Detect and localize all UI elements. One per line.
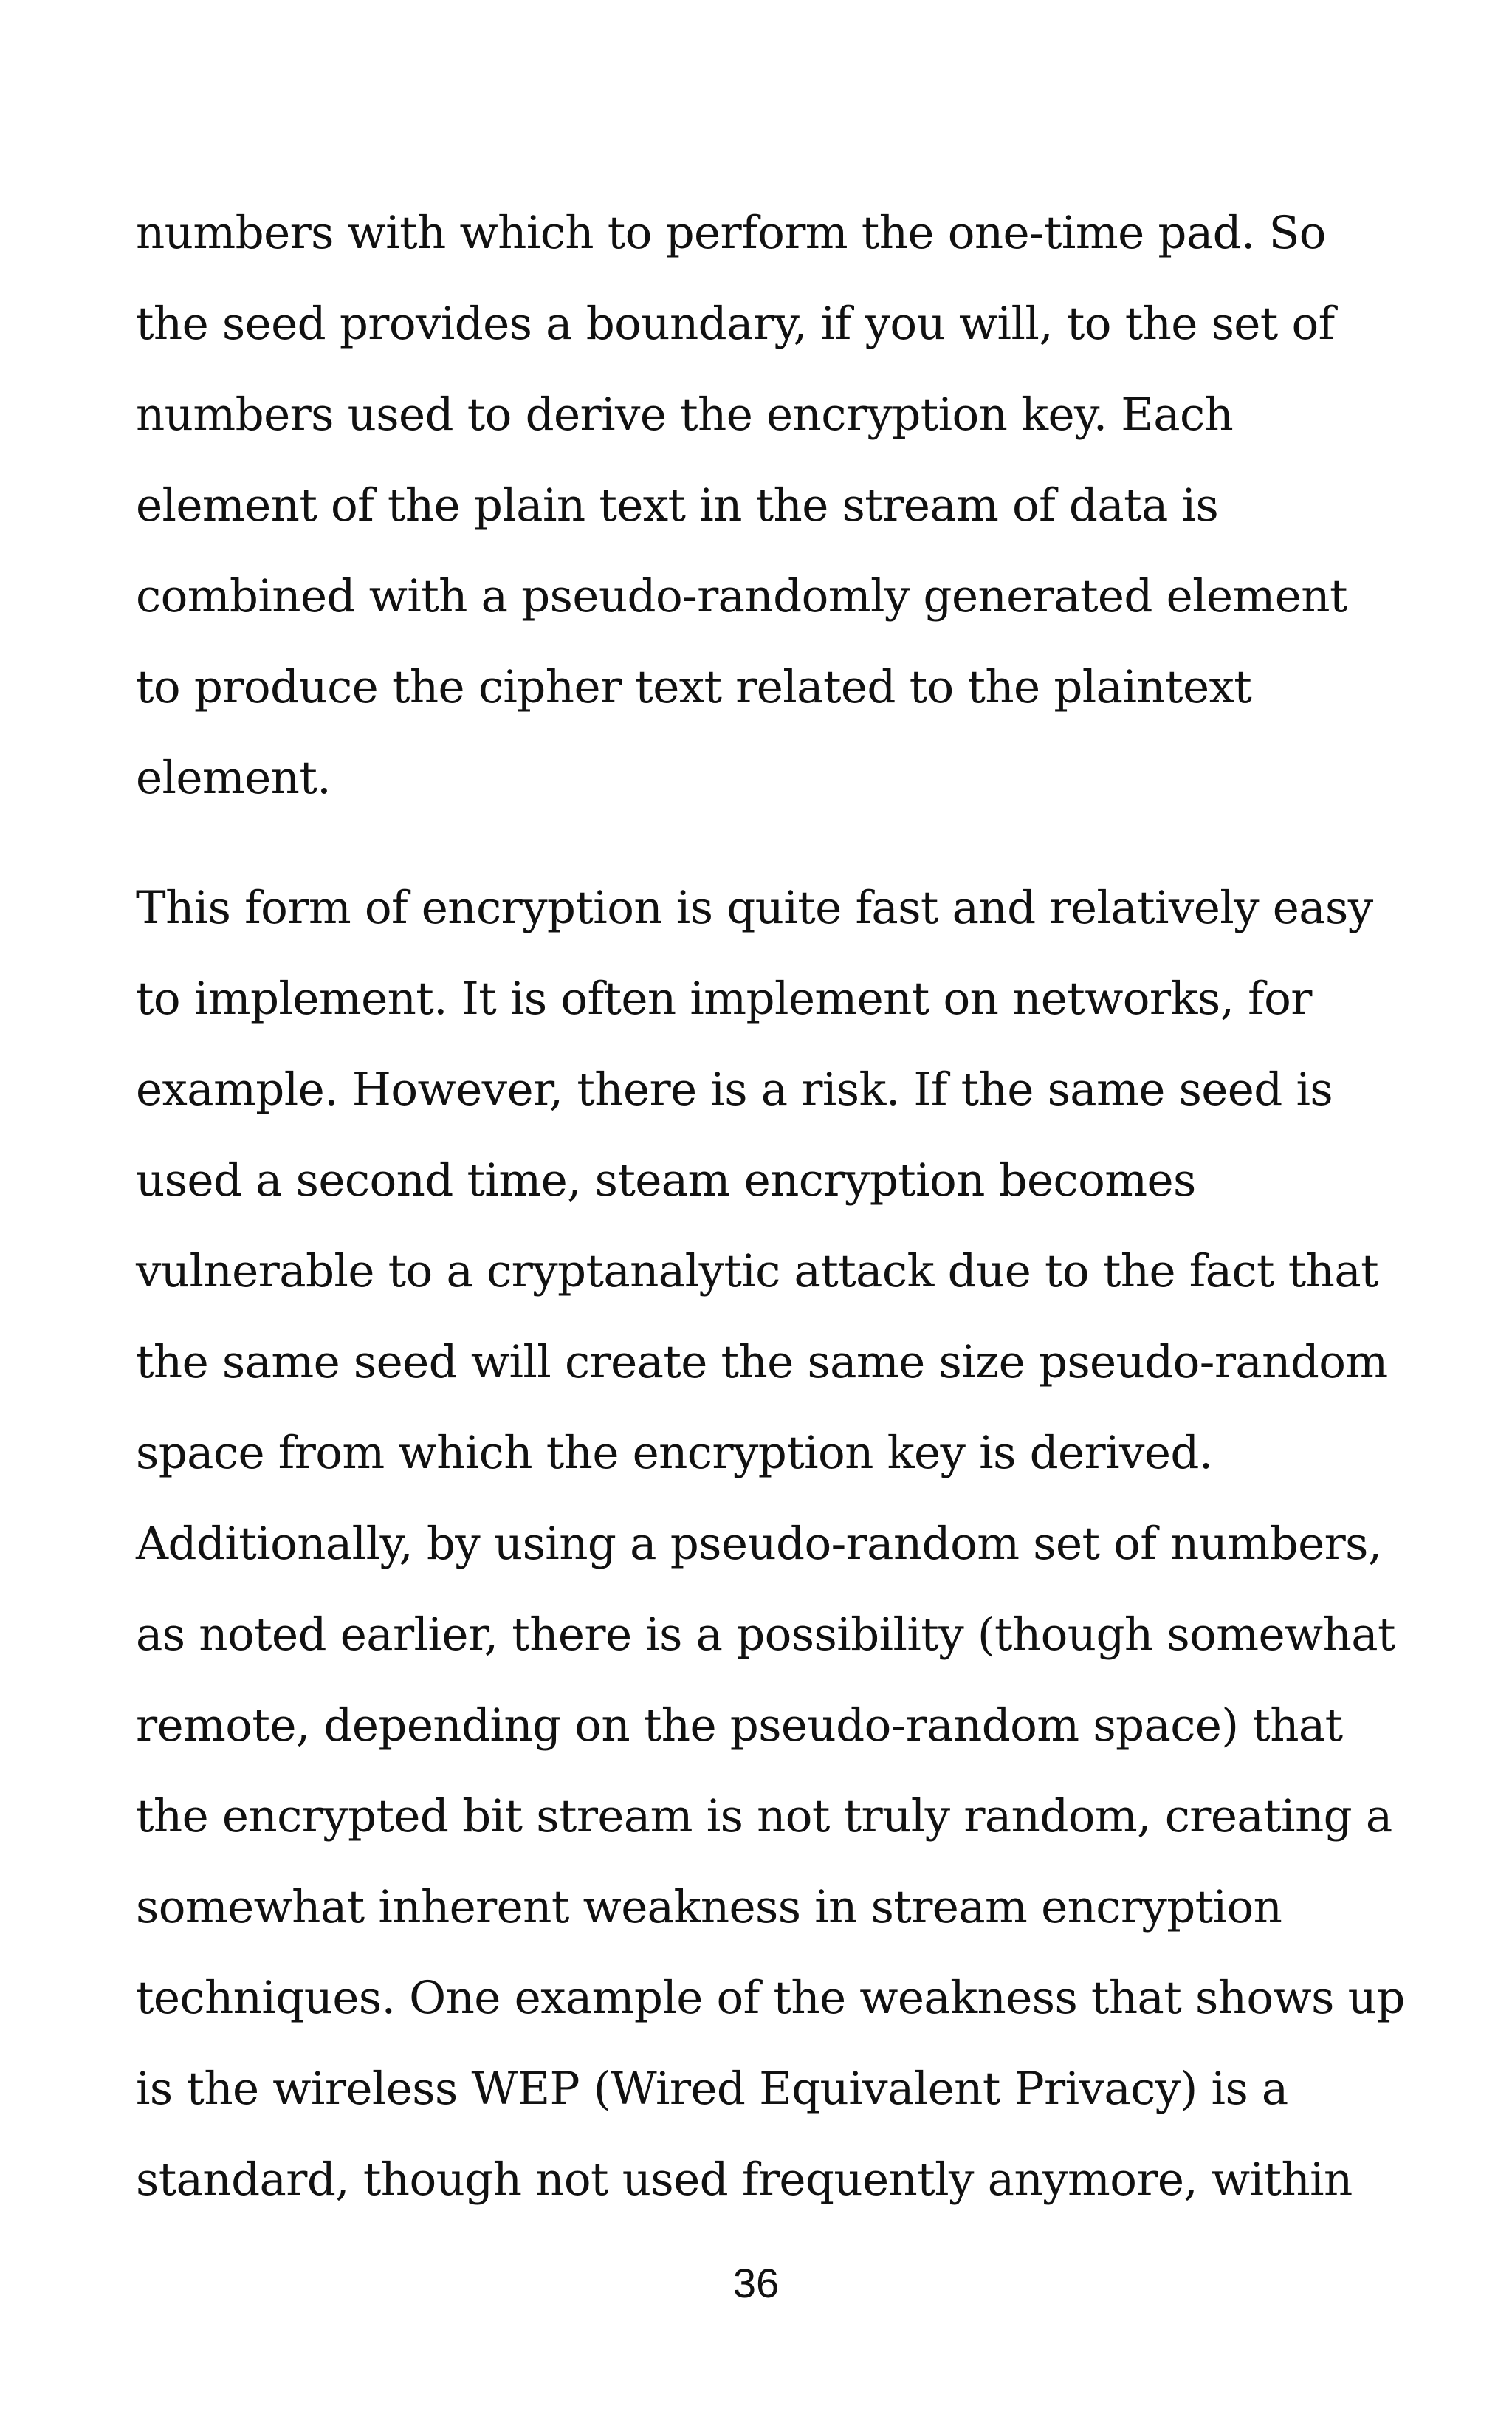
text-line: somewhat inherent weakness in stream encryption <box>136 1881 1282 1933</box>
text-line: numbers used to derive the encryption key. Each <box>136 388 1234 441</box>
text-line: to implement. It is often implement on networks, for <box>136 973 1312 1025</box>
text-line: the seed provides a boundary, if you will, to the set of <box>136 298 1335 350</box>
text-line: combined with a pseudo-randomly generated element <box>136 570 1347 623</box>
page-number: 36 <box>732 2260 780 2306</box>
text-line: as noted earlier, there is a possibility (though somewhat <box>136 1608 1395 1661</box>
text-line: to produce the cipher text related to the plaintext <box>136 661 1252 713</box>
text-line: numbers with which to perform the one-time pad. So <box>136 207 1326 259</box>
text-line: techniques. One example of the weakness that shows up <box>136 1972 1405 2024</box>
text-line: Additionally, by using a pseudo-random set of numbers, <box>136 1518 1382 1570</box>
text-line: is the wireless WEP (Wired Equivalent Privacy) is a <box>136 2063 1288 2115</box>
text-line: space from which the encryption key is derived. <box>136 1427 1213 1479</box>
text-line: used a second time, steam encryption becomes <box>136 1154 1196 1207</box>
text-line: vulnerable to a cryptanalytic attack due to the fact that <box>136 1245 1379 1298</box>
text-line: example. However, there is a risk. If the same seed is <box>136 1063 1333 1116</box>
text-line: element of the plain text in the stream of data is <box>136 479 1219 532</box>
paragraph-2 <box>136 863 1405 2225</box>
text-line: element. <box>136 752 331 804</box>
text-line: the same seed will create the same size pseudo-random <box>136 1336 1388 1388</box>
paragraph-1 <box>136 188 1391 823</box>
text-line: remote, depending on the pseudo-random space) that <box>136 1699 1343 1752</box>
text-line: standard, though not used frequently anymore, within <box>136 2153 1353 2206</box>
text-line: This form of encryption is quite fast and relatively easy <box>136 882 1373 934</box>
text-line: the encrypted bit stream is not truly random, creating a <box>136 1790 1392 1843</box>
